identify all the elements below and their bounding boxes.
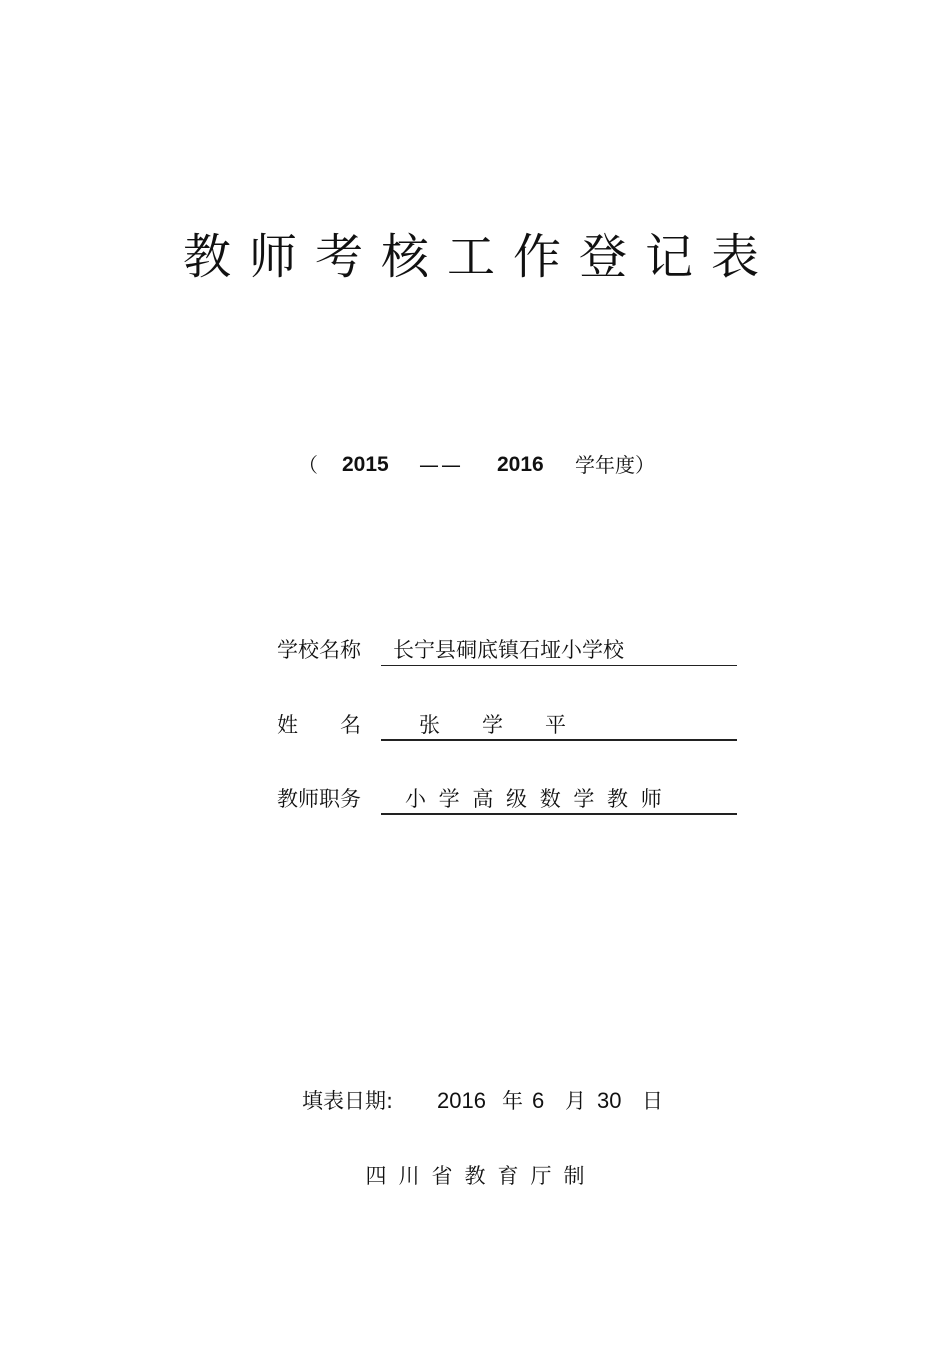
end-year: 2016	[497, 453, 544, 476]
school-name-value: 长宁县硐底镇石垭小学校	[393, 638, 624, 662]
school-name-underline	[381, 665, 737, 666]
teacher-name-label: 姓 名	[277, 713, 361, 737]
issuer-line: 四川省教育厅制	[365, 1164, 597, 1188]
teacher-position-underline	[381, 813, 737, 815]
open-paren: （	[298, 453, 318, 477]
fill-date-month-unit: 月	[565, 1089, 586, 1113]
fill-date-year-unit: 年	[502, 1089, 523, 1113]
school-name-label: 学校名称	[277, 638, 361, 662]
school-name-value-area	[381, 634, 737, 666]
school-year-suffix: 学年度）	[575, 453, 655, 477]
fill-date-day-unit: 日	[642, 1089, 663, 1113]
year-dash: ——	[419, 453, 463, 477]
fill-date-month: 6	[532, 1088, 545, 1113]
teacher-name-value: 张 学 平	[419, 713, 566, 737]
teacher-position-field	[277, 783, 737, 815]
document-title: 教师考核工作登记表	[182, 229, 777, 285]
teacher-position-value: 小 学 高 级 数 学 教 师	[405, 787, 665, 811]
school-year-line	[0, 450, 950, 480]
teacher-position-value-area	[381, 783, 737, 815]
teacher-position-label: 教师职务	[277, 787, 361, 811]
teacher-name-field	[277, 709, 737, 741]
fill-date-day: 30	[597, 1088, 622, 1113]
start-year: 2015	[342, 453, 389, 476]
fill-date-label: 填表日期:	[302, 1089, 394, 1113]
teacher-name-underline	[381, 739, 737, 741]
fill-date-line	[0, 1085, 950, 1117]
fill-date-year: 2016	[437, 1088, 486, 1113]
school-name-field	[277, 634, 737, 666]
teacher-name-value-area	[381, 709, 737, 741]
